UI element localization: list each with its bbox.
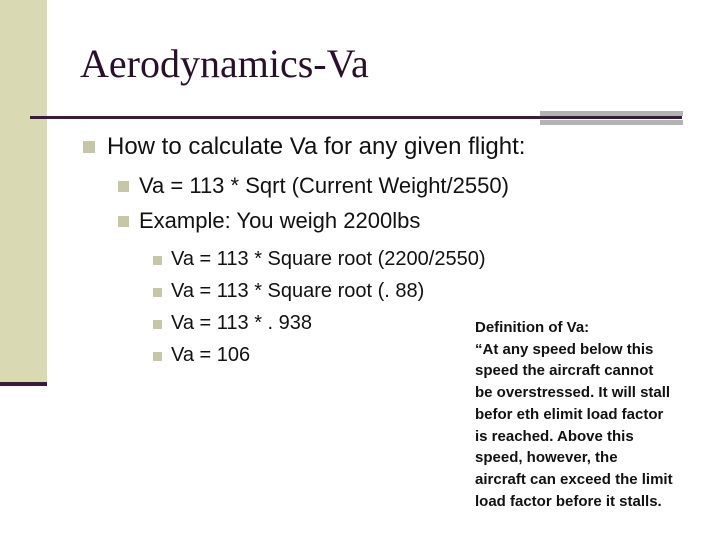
- bullet-square-icon: [118, 181, 129, 192]
- bullet-level2-text: Va = 113 * Sqrt (Current Weight/2550): [139, 173, 509, 198]
- definition-note-line: speed the aircraft cannot: [475, 362, 654, 380]
- definition-note-line: be overstressed. It will stall: [475, 384, 671, 402]
- left-accent-rule: [0, 382, 47, 386]
- definition-note-line: speed, however, the: [475, 449, 618, 467]
- slide-title: Aerodynamics-Va: [80, 41, 369, 86]
- definition-note-line: load factor before it stalls.: [475, 492, 662, 510]
- definition-note-heading: Definition of Va:: [475, 319, 590, 336]
- bullet-square-icon: [153, 256, 162, 265]
- left-accent-band: [0, 0, 47, 385]
- definition-note-line: aircraft can exceed the limit: [475, 470, 673, 488]
- bullet-square-icon: [83, 141, 95, 153]
- definition-note-line: befor eth elimit load factor: [475, 405, 664, 423]
- bullet-level3-text: Va = 113 * . 938: [171, 312, 313, 334]
- definition-note: [475, 317, 705, 512]
- bullet-square-icon: [153, 352, 162, 361]
- bullet-level2-text: Example: You weigh 2200lbs: [139, 208, 421, 233]
- bullet-square-icon: [153, 320, 162, 329]
- definition-note-line: is reached. Above this: [475, 427, 634, 445]
- bullet-level3-text: Va = 106: [171, 344, 251, 366]
- definition-note-line: “At any speed below this: [475, 340, 654, 358]
- title-rule-accent-bottom: [540, 120, 683, 125]
- bullet-square-icon: [118, 216, 129, 227]
- title-divider: [30, 116, 682, 119]
- bullet-level3-text: Va = 113 * Square root (. 88): [171, 280, 425, 302]
- bullet-square-icon: [153, 288, 162, 297]
- bullet-level1-text: How to calculate Va for any given flight:: [107, 133, 526, 160]
- bullet-level3-text: Va = 113 * Square root (2200/2550): [171, 248, 486, 270]
